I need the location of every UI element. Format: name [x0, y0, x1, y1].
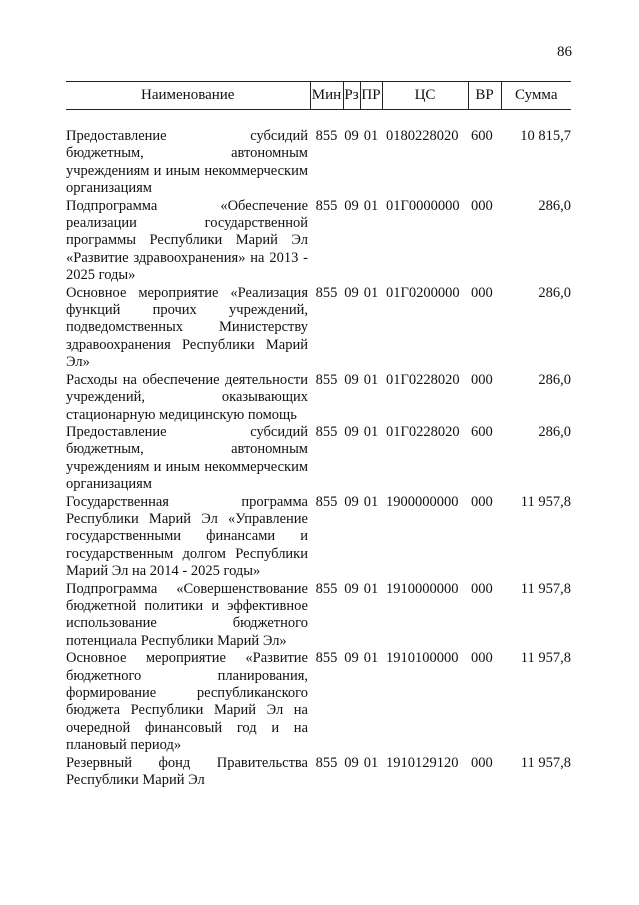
row-pr: 01 [363, 650, 379, 667]
row-rz: 09 [344, 423, 359, 440]
row-name: Расходы на обеспечение деятельности учреждений, оказывающих стационарную медицинскую помощь [66, 371, 308, 423]
row-pr: 01 [363, 423, 379, 440]
header-name: Наименование [66, 82, 310, 110]
row-min: 855 [315, 493, 338, 510]
row-rz: 09 [344, 371, 359, 388]
table-row [66, 755, 571, 790]
row-pr: 01 [363, 197, 379, 214]
row-sum: 286,0 [538, 371, 571, 388]
row-vr: 000 [471, 197, 493, 214]
row-vr: 000 [471, 754, 493, 771]
row-sum: 11 957,8 [520, 650, 571, 667]
row-rz: 09 [344, 493, 359, 510]
budget-table [66, 81, 571, 789]
row-rz: 09 [344, 580, 359, 597]
row-vr: 000 [471, 284, 493, 301]
row-rz: 09 [344, 197, 359, 214]
page-number: 86 [557, 44, 572, 60]
header-min: Мин [310, 82, 343, 110]
table-row [66, 581, 571, 651]
row-sum: 11 957,8 [520, 580, 571, 597]
row-vr: 000 [471, 650, 493, 667]
row-vr: 600 [471, 423, 493, 440]
row-pr: 01 [363, 580, 379, 597]
row-min: 855 [315, 128, 338, 144]
row-name: Предоставление субсидий бюджетным, автономным учреждениям и иным некоммерческим организациям [66, 423, 308, 493]
row-cs: 1910000000 [386, 580, 459, 597]
row-cs: 01Г0200000 [386, 284, 460, 301]
row-min: 855 [315, 197, 338, 214]
row-cs: 1910129120 [386, 754, 459, 771]
row-min: 855 [315, 754, 338, 771]
row-pr: 01 [363, 493, 379, 510]
row-pr: 01 [363, 128, 379, 144]
row-rz: 09 [344, 650, 359, 667]
row-name: Государственная программа Республики Марий Эл «Управление государственными финансами и государственным долгом Республики Марий Эл на 2014 - 2025 годы» [66, 493, 308, 580]
header-vr: ВР [468, 82, 501, 110]
table-row [66, 424, 571, 494]
row-sum: 11 957,8 [520, 754, 571, 771]
row-pr: 01 [363, 371, 379, 388]
row-cs: 01Г0000000 [386, 197, 460, 214]
row-rz: 09 [344, 754, 359, 771]
header-cs: ЦС [382, 82, 468, 110]
row-sum: 286,0 [538, 284, 571, 301]
table-row [66, 494, 571, 581]
row-name: Основное мероприятие «Реализация функций прочих учреждений, подведомственных Министерству здравоохранения Республики Марий Эл» [66, 284, 308, 371]
row-min: 855 [315, 371, 338, 388]
row-min: 855 [315, 423, 338, 440]
row-min: 855 [315, 284, 338, 301]
table-row [66, 128, 571, 198]
header-pr: ПР [360, 82, 382, 110]
row-pr: 01 [363, 754, 379, 771]
row-name: Основное мероприятие «Развитие бюджетного планирования, формирование республиканского бюджета Республики Марий Эл на очередной финансовый год и на плановый период» [66, 650, 308, 754]
row-name: Подпрограмма «Совершенствование бюджетной политики и эффективное использование бюджетного потенциала Республики Марий Эл» [66, 580, 308, 649]
row-cs: 1900000000 [386, 493, 459, 510]
row-name: Предоставление субсидий бюджетным, автономным учреждениям и иным некоммерческим организациям [66, 128, 308, 197]
row-cs: 0180228020 [386, 128, 459, 144]
row-sum: 286,0 [538, 197, 571, 214]
header-rz: Рз [343, 82, 360, 110]
table-row [66, 650, 571, 754]
row-vr: 000 [471, 493, 493, 510]
table-row [66, 198, 571, 285]
row-vr: 000 [471, 371, 493, 388]
table-row [66, 372, 571, 424]
row-min: 855 [315, 650, 338, 667]
table-row [66, 285, 571, 372]
row-cs: 01Г0228020 [386, 371, 460, 388]
row-sum: 286,0 [538, 423, 571, 440]
row-rz: 09 [344, 128, 359, 144]
table-header-row [66, 82, 571, 110]
row-vr: 000 [471, 580, 493, 597]
row-cs: 1910100000 [386, 650, 459, 667]
row-sum: 11 957,8 [520, 493, 571, 510]
row-name: Подпрограмма «Обеспечение реализации государственной программы Республики Марий Эл «Развитие здравоохранения» на 2013 - 2025 годы» [66, 197, 308, 284]
row-min: 855 [315, 580, 338, 597]
row-pr: 01 [363, 284, 379, 301]
row-rz: 09 [344, 284, 359, 301]
row-vr: 600 [471, 128, 493, 144]
header-sum: Сумма [501, 82, 571, 110]
row-name: Резервный фонд Правительства Республики Марий Эл [66, 754, 308, 789]
row-cs: 01Г0228020 [386, 423, 460, 440]
row-sum: 10 815,7 [520, 128, 571, 144]
